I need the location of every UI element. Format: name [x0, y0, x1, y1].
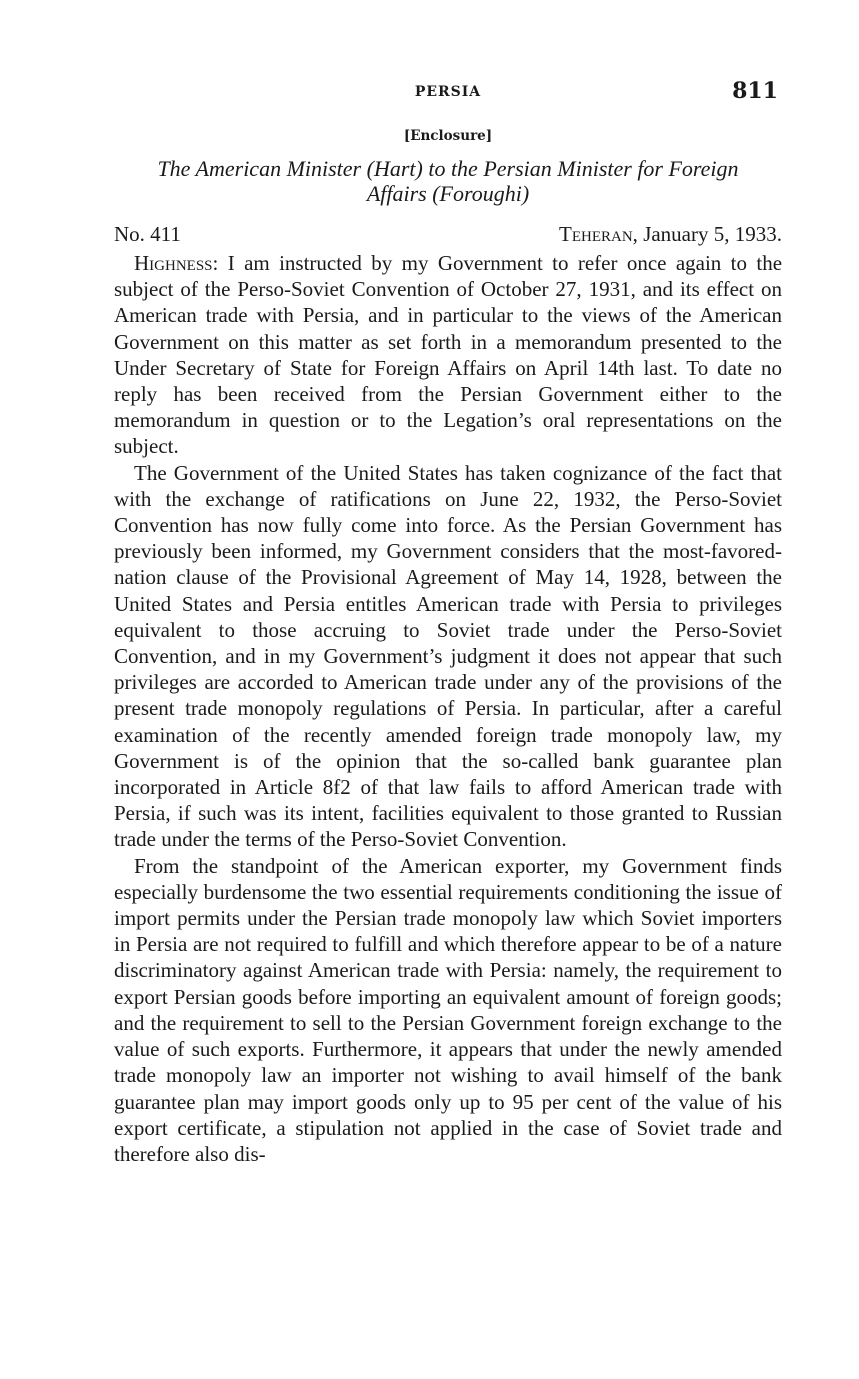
dateline	[114, 218, 782, 250]
letter-body	[114, 250, 782, 1167]
paragraph-1	[114, 250, 782, 460]
place-and-date	[559, 218, 782, 250]
date: January 5, 1933.	[643, 222, 782, 246]
salutation: Highness:	[134, 251, 219, 275]
paragraph-2: The Government of the United States has taken cognizance of the fact that with the exchange of ratifications on June 22, 1932, the Perso-Soviet Convention has now fully come into force. As the Persian Government has previously been informed, my Government considers that the most-favored-nation clause of the Provisional Agreement of May 14, 1928, between the United States and Persia entitles American trade with Persia to privileges equivalent to those accruing to Soviet trade under the Perso-Soviet Convention, and in my Government’s judgment it does not appear that such privileges are accorded to American trade under any of the provisions of the present trade monopoly regulations of Persia. In particular, after a careful examination of the recently amended foreign trade monopoly law, my Government is of the opinion that the so-called bank guarantee plan incorporated in Article 8f2 of that law fails to afford American trade with Persia, if such was its intent, facilities equivalent to those granted to Russian trade under the terms of the Perso-Soviet Convention.	[114, 460, 782, 852]
enclosure-label: [Enclosure]	[403, 128, 493, 144]
document-page	[114, 78, 782, 1167]
running-header	[114, 78, 782, 112]
running-title: PERSIA	[414, 84, 482, 100]
page-number: 811	[732, 78, 778, 104]
paragraph-1-text: I am instructed by my Government to refer once again to the subject of the Perso-Soviet Convention of October 27, 1931, and its effect on American trade with Persia, and in particular to the views of the American Government on this matter as set forth in a memorandum presented to the Under Secretary of State for Foreign Affairs on April 14th last. To date no reply has been received from the Persian Government either to the memorandum in question or to the Legation’s oral representations on the subject.	[114, 251, 783, 459]
place: Teheran,	[559, 222, 638, 246]
paragraph-3: From the standpoint of the American exporter, my Government finds especially burdensome the two essential requirements conditioning the issue of import permits under the Persian trade monopoly law which Soviet importers in Persia are not required to fulfill and which therefore appear to be of a nature discriminatory against American trade with Persia: namely, the requirement to export Persian goods before importing an equivalent amount of foreign goods; and the requirement to sell to the Persian Government foreign exchange to the value of such exports. Furthermore, it appears that under the newly amended trade monopoly law an importer not wishing to avail himself of the bank guarantee plan may import goods only up to 95 per cent of the value of his export certificate, a stipulation not applied in the case of Soviet trade and therefore also dis-	[114, 853, 782, 1166]
document-number: No. 411	[114, 222, 181, 246]
letter-heading: The American Minister (Hart) to the Persian Minister for Foreign Affairs (Foroughi)	[157, 156, 739, 206]
